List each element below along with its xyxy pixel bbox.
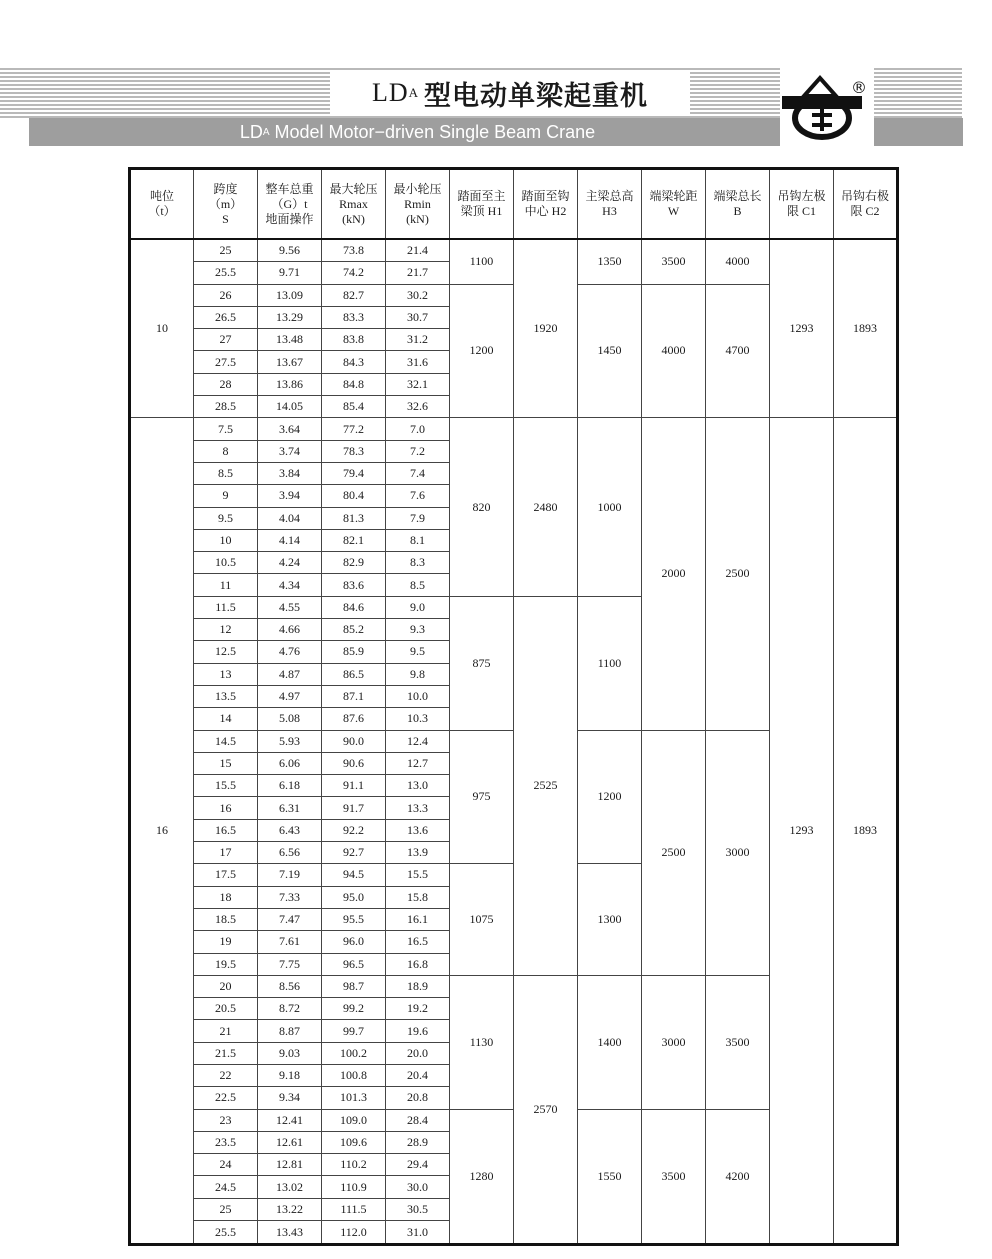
table-cell: 9.56 bbox=[258, 239, 322, 262]
table-cell: 7.9 bbox=[386, 507, 450, 529]
table-cell: 21.4 bbox=[386, 239, 450, 262]
table-cell: 16.5 bbox=[194, 819, 258, 841]
column-header-line: 踏面至钩 bbox=[521, 189, 570, 203]
table-cell: 11 bbox=[194, 574, 258, 596]
table-cell: 18.5 bbox=[194, 908, 258, 930]
table-cell-merged: 1293 bbox=[770, 418, 834, 1245]
table-cell: 25 bbox=[194, 1198, 258, 1220]
table-cell-merged: 1100 bbox=[450, 239, 514, 284]
column-header-line: S bbox=[222, 211, 229, 226]
table-cell: 15.5 bbox=[194, 775, 258, 797]
table-cell-merged: 2500 bbox=[642, 730, 706, 975]
table-cell: 9.8 bbox=[386, 663, 450, 685]
column-header-line: 限 C1 bbox=[786, 204, 816, 218]
table-cell: 8.1 bbox=[386, 529, 450, 551]
title-chinese bbox=[330, 72, 690, 114]
table-cell: 15.8 bbox=[386, 886, 450, 908]
column-header-line: 限 C2 bbox=[850, 204, 880, 218]
table-cell: 100.2 bbox=[322, 1042, 386, 1064]
table-cell: 85.2 bbox=[322, 619, 386, 641]
table-cell: 91.1 bbox=[322, 775, 386, 797]
table-cell: 16.1 bbox=[386, 908, 450, 930]
table-cell: 13.3 bbox=[386, 797, 450, 819]
title-en-subscript: A bbox=[262, 126, 270, 138]
table-cell: 12 bbox=[194, 619, 258, 641]
table-cell: 9.34 bbox=[258, 1087, 322, 1109]
table-cell: 100.8 bbox=[322, 1064, 386, 1086]
table-cell-merged: 1293 bbox=[770, 239, 834, 418]
table-cell: 92.2 bbox=[322, 819, 386, 841]
column-header-line: 梁顶 H1 bbox=[460, 204, 503, 218]
table-cell: 9.0 bbox=[386, 596, 450, 618]
table-cell: 19.6 bbox=[386, 1020, 450, 1042]
table-cell: 83.3 bbox=[322, 306, 386, 328]
table-cell: 13 bbox=[194, 663, 258, 685]
column-header-line: Rmax bbox=[339, 196, 368, 211]
table-cell-merged: 1300 bbox=[578, 864, 642, 975]
table-cell: 25 bbox=[194, 239, 258, 262]
table-cell-merged: 1920 bbox=[514, 239, 578, 418]
table-cell: 18.9 bbox=[386, 975, 450, 997]
table-cell: 9.5 bbox=[194, 507, 258, 529]
column-header bbox=[642, 169, 706, 240]
column-header-line: 踏面至主 bbox=[457, 189, 506, 203]
column-header bbox=[706, 169, 770, 240]
table-cell: 82.7 bbox=[322, 284, 386, 306]
table-cell: 18 bbox=[194, 886, 258, 908]
table-cell: 20.8 bbox=[386, 1087, 450, 1109]
table-cell-merged: 1893 bbox=[834, 418, 898, 1245]
table-cell-merged: 4200 bbox=[706, 1109, 770, 1244]
table-cell-merged: 3000 bbox=[706, 730, 770, 975]
header-bar-right bbox=[874, 118, 963, 146]
table-cell: 8.56 bbox=[258, 975, 322, 997]
title-en-ld: LD bbox=[239, 121, 263, 142]
table-cell-merged: 975 bbox=[450, 730, 514, 864]
table-cell: 28 bbox=[194, 373, 258, 395]
table-cell: 7.0 bbox=[386, 418, 450, 440]
table-cell: 110.2 bbox=[322, 1154, 386, 1176]
table-cell-merged: 1000 bbox=[578, 418, 642, 596]
table-cell: 31.0 bbox=[386, 1221, 450, 1245]
table-cell: 4.66 bbox=[258, 619, 322, 641]
table-cell: 12.61 bbox=[258, 1131, 322, 1153]
table-cell: 26.5 bbox=[194, 306, 258, 328]
column-header-line: 跨度 bbox=[213, 181, 238, 196]
table-cell: 26 bbox=[194, 284, 258, 306]
table-cell: 21.7 bbox=[386, 262, 450, 284]
table-cell: 21.5 bbox=[194, 1042, 258, 1064]
table-cell: 9.18 bbox=[258, 1064, 322, 1086]
table-cell: 13.5 bbox=[194, 685, 258, 707]
table-cell: 22.5 bbox=[194, 1087, 258, 1109]
table-cell: 4.76 bbox=[258, 641, 322, 663]
table-row bbox=[130, 239, 898, 262]
column-header-line: （t） bbox=[148, 204, 176, 218]
table-cell: 29.4 bbox=[386, 1154, 450, 1176]
table-cell: 30.0 bbox=[386, 1176, 450, 1198]
table-cell: 101.3 bbox=[322, 1087, 386, 1109]
table-cell: 10.3 bbox=[386, 708, 450, 730]
table-cell: 16.5 bbox=[386, 931, 450, 953]
table-cell: 85.4 bbox=[322, 396, 386, 418]
table-cell: 13.86 bbox=[258, 373, 322, 395]
table-cell: 91.7 bbox=[322, 797, 386, 819]
page-header bbox=[0, 0, 992, 150]
table-cell: 9.3 bbox=[386, 619, 450, 641]
table-cell: 3.64 bbox=[258, 418, 322, 440]
table-cell: 7.75 bbox=[258, 953, 322, 975]
table-cell: 7.4 bbox=[386, 462, 450, 484]
table-cell-merged: 4000 bbox=[706, 239, 770, 284]
column-header bbox=[322, 169, 386, 240]
column-header bbox=[194, 169, 258, 240]
table-cell-merged: 1450 bbox=[578, 284, 642, 418]
table-cell: 99.2 bbox=[322, 998, 386, 1020]
table-cell: 3.94 bbox=[258, 485, 322, 507]
table-cell-merged: 1280 bbox=[450, 1109, 514, 1244]
registered-mark: ® bbox=[851, 78, 867, 97]
table-cell: 4.04 bbox=[258, 507, 322, 529]
table-cell-merged: 10 bbox=[130, 239, 194, 418]
table-cell: 30.2 bbox=[386, 284, 450, 306]
column-header-line: 端梁总长 bbox=[713, 189, 762, 203]
table-cell: 87.1 bbox=[322, 685, 386, 707]
table-cell: 94.5 bbox=[322, 864, 386, 886]
table-cell-merged: 1200 bbox=[578, 730, 642, 864]
table-cell: 109.6 bbox=[322, 1131, 386, 1153]
table-cell: 28.9 bbox=[386, 1131, 450, 1153]
table-cell: 13.48 bbox=[258, 329, 322, 351]
column-header bbox=[386, 169, 450, 240]
table-cell: 16 bbox=[194, 797, 258, 819]
table-cell: 24 bbox=[194, 1154, 258, 1176]
table-cell: 12.81 bbox=[258, 1154, 322, 1176]
table-cell: 17 bbox=[194, 842, 258, 864]
table-cell: 4.97 bbox=[258, 685, 322, 707]
table-cell: 8.3 bbox=[386, 552, 450, 574]
table-cell: 20.5 bbox=[194, 998, 258, 1020]
table-cell-merged: 16 bbox=[130, 418, 194, 1245]
table-cell: 9.03 bbox=[258, 1042, 322, 1064]
table-cell: 32.1 bbox=[386, 373, 450, 395]
table-cell: 12.41 bbox=[258, 1109, 322, 1131]
column-header bbox=[578, 169, 642, 240]
table-cell: 84.6 bbox=[322, 596, 386, 618]
table-cell: 8.5 bbox=[386, 574, 450, 596]
table-cell-merged: 875 bbox=[450, 596, 514, 730]
column-header bbox=[834, 169, 898, 240]
column-header-line: (kN) bbox=[406, 211, 429, 226]
column-header bbox=[130, 169, 194, 240]
table-cell: 13.22 bbox=[258, 1198, 322, 1220]
table-cell: 20.4 bbox=[386, 1064, 450, 1086]
table-cell-merged: 2570 bbox=[514, 975, 578, 1244]
table-cell-merged: 4000 bbox=[642, 284, 706, 418]
table-cell: 15 bbox=[194, 752, 258, 774]
column-header bbox=[770, 169, 834, 240]
title-cn-text: 型电动单梁起重机 bbox=[424, 80, 649, 112]
table-cell: 4.87 bbox=[258, 663, 322, 685]
table-cell-merged: 2500 bbox=[706, 418, 770, 730]
table-cell: 8 bbox=[194, 440, 258, 462]
table-cell: 8.5 bbox=[194, 462, 258, 484]
table-cell: 96.0 bbox=[322, 931, 386, 953]
table-cell: 7.5 bbox=[194, 418, 258, 440]
table-cell: 13.29 bbox=[258, 306, 322, 328]
table-cell: 23.5 bbox=[194, 1131, 258, 1153]
table-cell: 86.5 bbox=[322, 663, 386, 685]
table-cell: 110.9 bbox=[322, 1176, 386, 1198]
table-cell: 23 bbox=[194, 1109, 258, 1131]
table-cell: 99.7 bbox=[322, 1020, 386, 1042]
table-cell: 98.7 bbox=[322, 975, 386, 997]
table-cell: 111.5 bbox=[322, 1198, 386, 1220]
table-cell: 19 bbox=[194, 931, 258, 953]
table-cell-merged: 2480 bbox=[514, 418, 578, 596]
table-cell: 12.7 bbox=[386, 752, 450, 774]
table-cell: 73.8 bbox=[322, 239, 386, 262]
table-cell: 7.47 bbox=[258, 908, 322, 930]
table-cell: 112.0 bbox=[322, 1221, 386, 1245]
table-cell-merged: 1100 bbox=[578, 596, 642, 730]
table-cell: 13.02 bbox=[258, 1176, 322, 1198]
header-stripes-right bbox=[874, 68, 962, 118]
table-cell: 3.84 bbox=[258, 462, 322, 484]
table-cell: 28.4 bbox=[386, 1109, 450, 1131]
title-english bbox=[29, 118, 780, 146]
table-cell-merged: 820 bbox=[450, 418, 514, 596]
column-header-line: 吊钩左极 bbox=[777, 189, 826, 203]
table-cell: 30.5 bbox=[386, 1198, 450, 1220]
table-cell: 7.33 bbox=[258, 886, 322, 908]
table-cell-merged: 1350 bbox=[578, 239, 642, 284]
table-cell: 27 bbox=[194, 329, 258, 351]
table-body bbox=[130, 239, 898, 1245]
table-cell: 95.5 bbox=[322, 908, 386, 930]
title-ld-subscript: A bbox=[408, 85, 419, 100]
table-cell-merged: 1400 bbox=[578, 975, 642, 1109]
table-cell: 8.87 bbox=[258, 1020, 322, 1042]
title-en-text: Model Motor−driven Single Beam Crane bbox=[269, 121, 596, 142]
column-header-line: 地面操作 bbox=[265, 211, 314, 226]
table-cell: 6.06 bbox=[258, 752, 322, 774]
table-cell: 6.31 bbox=[258, 797, 322, 819]
table-cell-merged: 3500 bbox=[642, 239, 706, 284]
table-cell: 90.6 bbox=[322, 752, 386, 774]
column-header-line: Rmin bbox=[404, 196, 431, 211]
table-cell: 87.6 bbox=[322, 708, 386, 730]
table-cell: 77.2 bbox=[322, 418, 386, 440]
table-header-row bbox=[130, 169, 898, 240]
column-header-line: 端梁轮距 bbox=[649, 189, 698, 203]
table-cell: 4.55 bbox=[258, 596, 322, 618]
table-cell-merged: 1075 bbox=[450, 864, 514, 975]
table-cell: 9.5 bbox=[386, 641, 450, 663]
table-cell: 13.6 bbox=[386, 819, 450, 841]
table-cell: 7.61 bbox=[258, 931, 322, 953]
table-cell: 82.9 bbox=[322, 552, 386, 574]
table-cell: 78.3 bbox=[322, 440, 386, 462]
table-cell: 14.05 bbox=[258, 396, 322, 418]
table-cell: 27.5 bbox=[194, 351, 258, 373]
table-cell: 9.71 bbox=[258, 262, 322, 284]
table-cell: 80.4 bbox=[322, 485, 386, 507]
table-cell: 6.43 bbox=[258, 819, 322, 841]
table-cell: 13.67 bbox=[258, 351, 322, 373]
column-header-line: 中心 H2 bbox=[524, 204, 567, 218]
crane-spec-table bbox=[128, 167, 899, 1246]
table-cell: 31.2 bbox=[386, 329, 450, 351]
table-cell: 25.5 bbox=[194, 262, 258, 284]
column-header-line: （G）t bbox=[271, 196, 308, 211]
table-cell-merged: 4700 bbox=[706, 284, 770, 418]
table-cell: 10.0 bbox=[386, 685, 450, 707]
column-header bbox=[514, 169, 578, 240]
column-header-line: （m） bbox=[208, 196, 243, 211]
table-cell: 81.3 bbox=[322, 507, 386, 529]
table-cell: 3.74 bbox=[258, 440, 322, 462]
table-cell: 5.08 bbox=[258, 708, 322, 730]
column-header-line: W bbox=[667, 204, 680, 218]
table-cell: 10 bbox=[194, 529, 258, 551]
table-cell: 20 bbox=[194, 975, 258, 997]
table-cell: 9 bbox=[194, 485, 258, 507]
table-cell: 13.0 bbox=[386, 775, 450, 797]
column-header-line: H3 bbox=[602, 204, 617, 218]
table-cell: 21 bbox=[194, 1020, 258, 1042]
table-cell: 13.9 bbox=[386, 842, 450, 864]
column-header bbox=[450, 169, 514, 240]
title-ld: LD bbox=[371, 78, 409, 107]
table-cell: 74.2 bbox=[322, 262, 386, 284]
table-cell: 4.24 bbox=[258, 552, 322, 574]
column-header-line: 最小轮压 bbox=[393, 181, 442, 196]
table-cell: 82.1 bbox=[322, 529, 386, 551]
column-header-line: B bbox=[733, 204, 742, 218]
table-cell: 96.5 bbox=[322, 953, 386, 975]
table-cell: 7.19 bbox=[258, 864, 322, 886]
table-cell-merged: 1200 bbox=[450, 284, 514, 418]
column-header-line: 整车总重 bbox=[265, 181, 314, 196]
column-header bbox=[258, 169, 322, 240]
table-cell: 17.5 bbox=[194, 864, 258, 886]
table-cell: 95.0 bbox=[322, 886, 386, 908]
table-cell: 6.56 bbox=[258, 842, 322, 864]
table-cell: 7.2 bbox=[386, 440, 450, 462]
table-cell: 4.14 bbox=[258, 529, 322, 551]
table-cell-merged: 2525 bbox=[514, 596, 578, 975]
table-cell: 28.5 bbox=[194, 396, 258, 418]
table-cell: 4.34 bbox=[258, 574, 322, 596]
table-cell: 109.0 bbox=[322, 1109, 386, 1131]
table-cell: 24.5 bbox=[194, 1176, 258, 1198]
table-cell: 90.0 bbox=[322, 730, 386, 752]
table-cell: 19.5 bbox=[194, 953, 258, 975]
table-cell: 6.18 bbox=[258, 775, 322, 797]
table-cell: 31.6 bbox=[386, 351, 450, 373]
table-cell: 19.2 bbox=[386, 998, 450, 1020]
table-cell-merged: 3500 bbox=[706, 975, 770, 1109]
table-cell: 83.6 bbox=[322, 574, 386, 596]
table-cell: 16.8 bbox=[386, 953, 450, 975]
table-cell: 5.93 bbox=[258, 730, 322, 752]
table-cell: 30.7 bbox=[386, 306, 450, 328]
table-cell: 83.8 bbox=[322, 329, 386, 351]
column-header-line: 吊钩右极 bbox=[840, 189, 889, 203]
table-cell-merged: 1130 bbox=[450, 975, 514, 1109]
table-cell-merged: 1893 bbox=[834, 239, 898, 418]
table-cell: 13.43 bbox=[258, 1221, 322, 1245]
table-cell-merged: 2000 bbox=[642, 418, 706, 730]
table-cell-merged: 3000 bbox=[642, 975, 706, 1109]
table-cell: 14 bbox=[194, 708, 258, 730]
column-header-line: 主梁总高 bbox=[585, 189, 634, 203]
table-cell: 84.8 bbox=[322, 373, 386, 395]
table-cell-merged: 1550 bbox=[578, 1109, 642, 1244]
table-cell: 92.7 bbox=[322, 842, 386, 864]
column-header-line: 吨位 bbox=[149, 189, 174, 203]
table-cell: 8.72 bbox=[258, 998, 322, 1020]
table-cell: 32.6 bbox=[386, 396, 450, 418]
table-cell: 14.5 bbox=[194, 730, 258, 752]
table-cell: 25.5 bbox=[194, 1221, 258, 1245]
table-row bbox=[130, 418, 898, 440]
column-header-line: 最大轮压 bbox=[329, 181, 378, 196]
table-cell-merged: 3500 bbox=[642, 1109, 706, 1244]
table-cell: 12.4 bbox=[386, 730, 450, 752]
table-cell: 13.09 bbox=[258, 284, 322, 306]
table-cell: 85.9 bbox=[322, 641, 386, 663]
table-cell: 15.5 bbox=[386, 864, 450, 886]
table-cell: 79.4 bbox=[322, 462, 386, 484]
table-cell: 12.5 bbox=[194, 641, 258, 663]
table-cell: 10.5 bbox=[194, 552, 258, 574]
table-cell: 7.6 bbox=[386, 485, 450, 507]
table-cell: 11.5 bbox=[194, 596, 258, 618]
table-cell: 84.3 bbox=[322, 351, 386, 373]
column-header-line: (kN) bbox=[342, 211, 365, 226]
table-cell: 22 bbox=[194, 1064, 258, 1086]
table-cell: 20.0 bbox=[386, 1042, 450, 1064]
